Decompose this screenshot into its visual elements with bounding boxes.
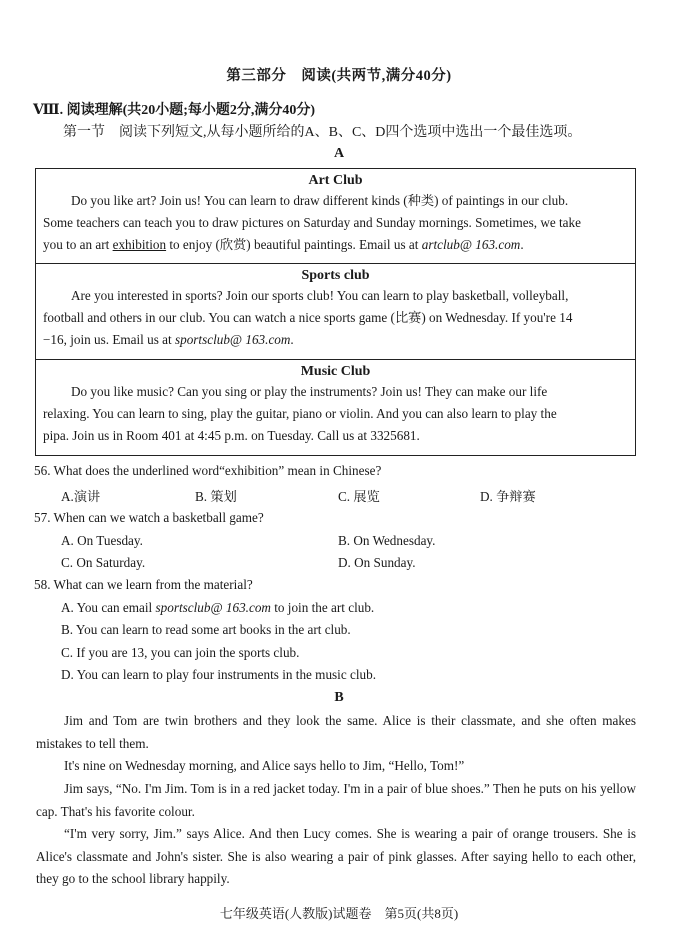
option-c: C. On Saturday. <box>61 555 146 570</box>
passage-b-paragraph: “I'm very sorry, Jim.” says Alice. And then Lucy comes. She is wearing a pair of orange trousers. She is Alice's classmate and John's sister. She is also wearing a pair of pink glasses. After saying hello to each other, they go to the school library happily. <box>36 826 636 886</box>
section-title: 第三部分 阅读(共两节,满分40分) <box>226 68 452 84</box>
option-b: B. 策划 <box>195 489 237 504</box>
option-b: B. On Wednesday. <box>338 533 436 548</box>
club-title: Sports club <box>301 268 370 283</box>
option-d: D. You can learn to play four instruments in the music club. <box>61 667 376 682</box>
option-a: A.演讲 <box>61 489 101 504</box>
option-c: C. 展览 <box>338 489 380 504</box>
passage-b-paragraph: Jim and Tom are twin brothers and they look the same. Alice is their classmate, and she often makes mistakes to tell them. <box>36 713 636 751</box>
question-57: 57. When can we watch a basketball game? <box>34 510 264 525</box>
option-c: C. If you are 13, you can join the sports club. <box>61 645 300 660</box>
instruction: 第一节 阅读下列短文,从每小题所给的A、B、C、D四个选项中选出一个最佳选项。 <box>63 125 582 140</box>
sports-club-box <box>35 264 636 360</box>
email-address: sportsclub@ 163.com <box>174 332 291 347</box>
music-club-box <box>35 360 636 456</box>
club-text: Do you like art? Join us! You can learn to draw different kinds (种类) of paintings in our club. Some teachers can teach you to draw pictures on Saturday and Sunday mornings. Sometimes, we take you to an art exhibition to enjoy (欣赏) beautiful paintings. Email us at artclub@ 163.com. <box>43 193 581 252</box>
club-title: Art Club <box>308 173 363 188</box>
option-d: D. On Sunday. <box>338 555 416 570</box>
option-b: B. You can learn to read some art books in the art club. <box>61 622 351 637</box>
passage-b-paragraph: It's nine on Wednesday morning, and Alice says hello to Jim, “Hello, Tom!” <box>64 758 465 773</box>
passage-a-letter: A <box>333 146 345 161</box>
email-address: artclub@ 163.com <box>421 237 521 252</box>
part-heading: Ⅷ. 阅读理解(共20小题;每小题2分,满分40分) <box>33 103 316 118</box>
page-footer: 七年级英语(人教版)试题卷 第5页(共8页) <box>219 906 459 921</box>
option-d: D. 争辩赛 <box>480 489 536 504</box>
passage-b-paragraph: Jim says, “No. I'm Jim. Tom is in a red jacket today. I'm in a pair of blue shoes.” Then he puts on his yellow cap. That's his favorite colour. <box>36 781 636 819</box>
passage-b-letter: B <box>334 690 344 705</box>
email-address: sportsclub@ 163.com <box>155 600 271 615</box>
club-text: Do you like music? Can you sing or play the instruments? Join us! They can make our life relaxing. You can learn to sing, play the guitar, piano or violin. And you can also learn to play the pipa. Join us in Room 401 at 4:45 p.m. on Tuesday. Call us at 3325681. <box>43 384 557 443</box>
option-a: A. On Tuesday. <box>61 533 143 548</box>
option-a: A. You can email sportsclub@ 163.com to join the art club. <box>61 600 375 615</box>
question-56: 56. What does the underlined word“exhibition” mean in Chinese? <box>34 463 382 478</box>
club-title: Music Club <box>300 364 371 379</box>
club-text: Are you interested in sports? Join our sports club! You can learn to play basketball, volleyball, football and others in our club. You can watch a nice sports game (比赛) on Wednesday. If you're 14 −16, join us. Email us at sportsclub@ 163.com. <box>43 288 573 347</box>
art-club-box <box>35 168 636 264</box>
underlined-word: exhibition <box>112 237 167 252</box>
question-58: 58. What can we learn from the material? <box>34 577 253 592</box>
